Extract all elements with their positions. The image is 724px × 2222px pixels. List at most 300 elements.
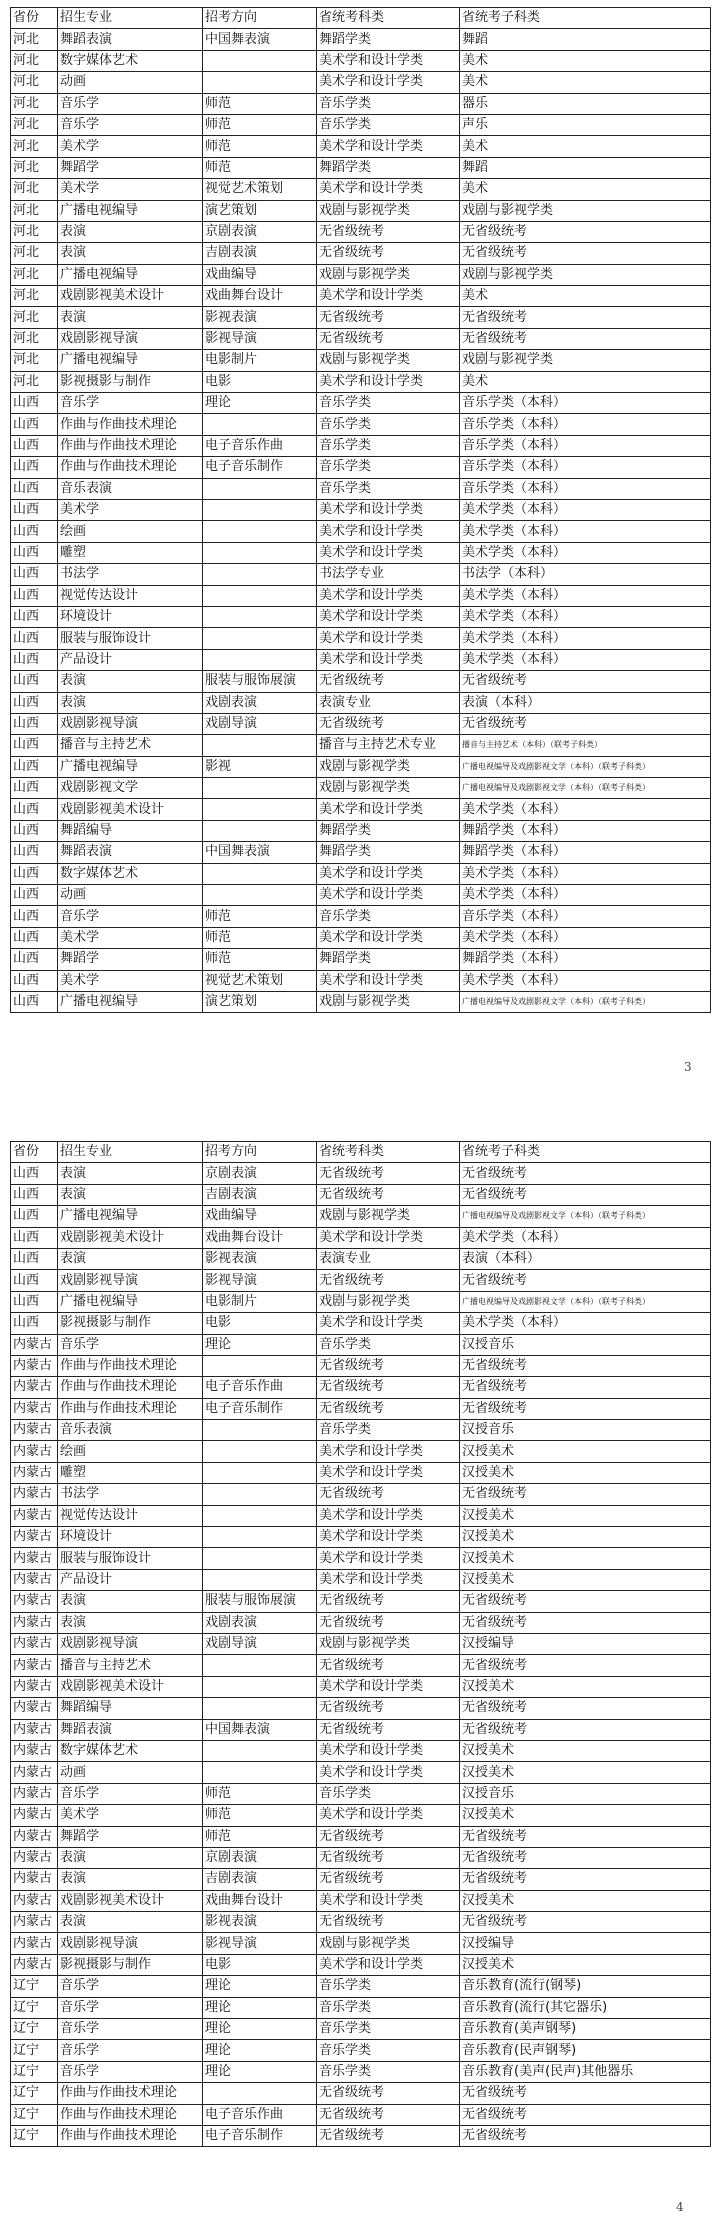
- province-cell: 内蒙古: [11, 1441, 58, 1462]
- exam-subcategory-cell: 汉授美术: [460, 1676, 711, 1697]
- table-row: [11, 2019, 711, 2040]
- exam-subcategory-cell: 美术: [460, 50, 711, 71]
- exam-category-cell: 无省级统考: [317, 1698, 460, 1719]
- direction-cell: 演艺策划: [203, 991, 317, 1012]
- table-row: [11, 927, 711, 948]
- direction-cell: 电子音乐制作: [203, 457, 317, 478]
- province-cell: 山西: [11, 713, 58, 734]
- table-row: [11, 72, 711, 93]
- province-cell: 内蒙古: [11, 1462, 58, 1483]
- table-row: [11, 863, 711, 884]
- exam-category-cell: 美术学和设计学类: [317, 649, 460, 670]
- direction-cell: 电子音乐制作: [203, 2125, 317, 2146]
- province-cell: 山西: [11, 628, 58, 649]
- major-cell: 舞蹈编导: [58, 1698, 203, 1719]
- province-cell: 山西: [11, 735, 58, 756]
- major-cell: 表演: [58, 1912, 203, 1933]
- major-cell: 产品设计: [58, 1569, 203, 1590]
- table-row: [11, 435, 711, 456]
- table-row: [11, 970, 711, 991]
- exam-category-cell: 无省级统考: [317, 307, 460, 328]
- major-cell: 戏剧影视导演: [58, 1270, 203, 1291]
- exam-category-cell: 美术学和设计学类: [317, 1569, 460, 1590]
- major-cell: 广播电视编导: [58, 1291, 203, 1312]
- column-header: 招考方向: [203, 8, 317, 29]
- direction-cell: 师范: [203, 1783, 317, 1804]
- major-cell: 广播电视编导: [58, 756, 203, 777]
- direction-cell: 京剧表演: [203, 221, 317, 242]
- province-cell: 山西: [11, 863, 58, 884]
- table-row: [11, 179, 711, 200]
- table-row: [11, 756, 711, 777]
- exam-category-cell: 舞蹈学类: [317, 949, 460, 970]
- exam-category-cell: 美术学和设计学类: [317, 799, 460, 820]
- exam-subcategory-cell: 器乐: [460, 93, 711, 114]
- direction-cell: [203, 1698, 317, 1719]
- province-cell: 内蒙古: [11, 1805, 58, 1826]
- exam-category-cell: 美术学和设计学类: [317, 1548, 460, 1569]
- exam-category-cell: 美术学和设计学类: [317, 72, 460, 93]
- province-cell: 山西: [11, 1206, 58, 1227]
- exam-subcategory-cell: 播音与主持艺术（本科）（联考子科类）: [460, 735, 711, 756]
- province-cell: 内蒙古: [11, 1719, 58, 1740]
- table-body: [11, 1163, 711, 2147]
- exam-subcategory-cell: 汉授美术: [460, 1805, 711, 1826]
- province-cell: 山西: [11, 1227, 58, 1248]
- major-cell: 表演: [58, 692, 203, 713]
- direction-cell: 电影制片: [203, 350, 317, 371]
- direction-cell: 影视表演: [203, 1912, 317, 1933]
- table-header: [11, 1142, 711, 1163]
- exam-category-cell: 音乐学类: [317, 414, 460, 435]
- exam-subcategory-cell: 舞蹈: [460, 29, 711, 50]
- exam-category-cell: 戏剧与影视学类: [317, 1633, 460, 1654]
- exam-subcategory-cell: 美术: [460, 179, 711, 200]
- major-cell: 影视摄影与制作: [58, 1313, 203, 1334]
- exam-subcategory-cell: 无省级统考: [460, 1612, 711, 1633]
- exam-category-cell: 无省级统考: [317, 1655, 460, 1676]
- major-cell: 舞蹈表演: [58, 29, 203, 50]
- province-cell: 内蒙古: [11, 1527, 58, 1548]
- column-header: 省统考科类: [317, 1142, 460, 1163]
- exam-subcategory-cell: 无省级统考: [460, 1184, 711, 1205]
- province-cell: 山西: [11, 1313, 58, 1334]
- page-number: 3: [684, 1060, 692, 1074]
- exam-subcategory-cell: 美术学类（本科）: [460, 606, 711, 627]
- table-row: [11, 50, 711, 71]
- exam-category-cell: 音乐学类: [317, 1420, 460, 1441]
- exam-subcategory-cell: 汉授美术: [460, 1505, 711, 1526]
- exam-subcategory-cell: 音乐学类（本科）: [460, 457, 711, 478]
- table-row: [11, 1505, 711, 1526]
- major-cell: 雕塑: [58, 1462, 203, 1483]
- table-row: [11, 1527, 711, 1548]
- exam-category-cell: 美术学和设计学类: [317, 50, 460, 71]
- direction-cell: [203, 521, 317, 542]
- exam-category-cell: 美术学和设计学类: [317, 1954, 460, 1975]
- province-cell: 河北: [11, 264, 58, 285]
- direction-cell: 师范: [203, 93, 317, 114]
- major-cell: 戏剧影视导演: [58, 1633, 203, 1654]
- exam-subcategory-cell: 汉授编导: [460, 1633, 711, 1654]
- header-row: [11, 8, 711, 29]
- direction-cell: [203, 1355, 317, 1376]
- exam-category-cell: 美术学和设计学类: [317, 371, 460, 392]
- exam-subcategory-cell: 舞蹈: [460, 157, 711, 178]
- direction-cell: 影视表演: [203, 1248, 317, 1269]
- major-cell: 作曲与作曲技术理论: [58, 435, 203, 456]
- major-cell: 视觉传达设计: [58, 1505, 203, 1526]
- direction-cell: 电影: [203, 371, 317, 392]
- exam-subcategory-cell: 无省级统考: [460, 1591, 711, 1612]
- table-row: [11, 1890, 711, 1911]
- exam-subcategory-cell: 无省级统考: [460, 1719, 711, 1740]
- exam-subcategory-cell: 广播电视编导及戏剧影视文学（本科）（联考子科类）: [460, 778, 711, 799]
- exam-subcategory-cell: 音乐教育(流行(钢琴): [460, 1976, 711, 1997]
- table-row: [11, 1976, 711, 1997]
- direction-cell: 理论: [203, 2061, 317, 2082]
- major-cell: 舞蹈学: [58, 949, 203, 970]
- exam-subcategory-cell: 无省级统考: [460, 1398, 711, 1419]
- exam-category-cell: 美术学和设计学类: [317, 927, 460, 948]
- province-cell: 内蒙古: [11, 1484, 58, 1505]
- major-cell: 广播电视编导: [58, 350, 203, 371]
- exam-subcategory-cell: 美术学类（本科）: [460, 970, 711, 991]
- direction-cell: 影视导演: [203, 1933, 317, 1954]
- exam-category-cell: 播音与主持艺术专业: [317, 735, 460, 756]
- major-cell: 表演: [58, 1869, 203, 1890]
- table-row: [11, 564, 711, 585]
- major-cell: 绘画: [58, 521, 203, 542]
- exam-subcategory-cell: 汉授音乐: [460, 1334, 711, 1355]
- province-cell: 山西: [11, 820, 58, 841]
- table-row: [11, 1334, 711, 1355]
- header-row: [11, 1142, 711, 1163]
- table-row: [11, 991, 711, 1012]
- direction-cell: 师范: [203, 114, 317, 135]
- column-header: 省份: [11, 8, 58, 29]
- table-row: [11, 1762, 711, 1783]
- major-cell: 戏剧影视导演: [58, 328, 203, 349]
- direction-cell: 戏剧导演: [203, 1633, 317, 1654]
- exam-subcategory-cell: 美术学类（本科）: [460, 521, 711, 542]
- province-cell: 内蒙古: [11, 1869, 58, 1890]
- exam-category-cell: 音乐学类: [317, 1783, 460, 1804]
- direction-cell: 师范: [203, 949, 317, 970]
- exam-category-cell: 无省级统考: [317, 1912, 460, 1933]
- table-row: [11, 136, 711, 157]
- direction-cell: 师范: [203, 1826, 317, 1847]
- exam-subcategory-cell: 汉授美术: [460, 1569, 711, 1590]
- direction-cell: 影视导演: [203, 328, 317, 349]
- exam-subcategory-cell: 无省级统考: [460, 2104, 711, 2125]
- major-cell: 戏剧影视美术设计: [58, 1676, 203, 1697]
- province-cell: 河北: [11, 136, 58, 157]
- province-cell: 山西: [11, 970, 58, 991]
- column-header: 招考方向: [203, 1142, 317, 1163]
- exam-subcategory-cell: 音乐学类（本科）: [460, 393, 711, 414]
- table-row: [11, 1248, 711, 1269]
- exam-category-cell: 音乐学类: [317, 1976, 460, 1997]
- table-row: [11, 2040, 711, 2061]
- major-cell: 影视摄影与制作: [58, 1954, 203, 1975]
- exam-subcategory-cell: 无省级统考: [460, 1869, 711, 1890]
- major-cell: 音乐学: [58, 114, 203, 135]
- major-cell: 美术学: [58, 136, 203, 157]
- direction-cell: [203, 799, 317, 820]
- column-header: 招生专业: [58, 8, 203, 29]
- table-row: [11, 114, 711, 135]
- table-row: [11, 371, 711, 392]
- major-cell: 影视摄影与制作: [58, 371, 203, 392]
- exam-subcategory-cell: 音乐教育(流行(其它器乐): [460, 1997, 711, 2018]
- exam-subcategory-cell: 无省级统考: [460, 1912, 711, 1933]
- table-row: [11, 585, 711, 606]
- major-cell: 雕塑: [58, 542, 203, 563]
- exam-subcategory-cell: 声乐: [460, 114, 711, 135]
- exam-category-cell: 无省级统考: [317, 1270, 460, 1291]
- exam-category-cell: 戏剧与影视学类: [317, 1206, 460, 1227]
- exam-subcategory-cell: 音乐学类（本科）: [460, 435, 711, 456]
- province-cell: 内蒙古: [11, 1548, 58, 1569]
- exam-subcategory-cell: 汉授编导: [460, 1933, 711, 1954]
- table-row: [11, 713, 711, 734]
- table-row: [11, 2104, 711, 2125]
- exam-subcategory-cell: 美术学类（本科）: [460, 799, 711, 820]
- table-row: [11, 1206, 711, 1227]
- exam-subcategory-cell: 美术学类（本科）: [460, 499, 711, 520]
- exam-category-cell: 戏剧与影视学类: [317, 778, 460, 799]
- major-cell: 广播电视编导: [58, 1206, 203, 1227]
- province-cell: 河北: [11, 179, 58, 200]
- major-cell: 书法学: [58, 564, 203, 585]
- table-row: [11, 350, 711, 371]
- major-cell: 环境设计: [58, 606, 203, 627]
- major-cell: 作曲与作曲技术理论: [58, 2104, 203, 2125]
- table-row: [11, 885, 711, 906]
- column-header: 省统考子科类: [460, 1142, 711, 1163]
- exam-category-cell: 美术学和设计学类: [317, 1462, 460, 1483]
- table-row: [11, 243, 711, 264]
- province-cell: 内蒙古: [11, 1740, 58, 1761]
- exam-subcategory-cell: 戏剧与影视学类: [460, 200, 711, 221]
- page-number: 4: [676, 2200, 684, 2214]
- table-row: [11, 93, 711, 114]
- major-cell: 美术学: [58, 927, 203, 948]
- province-cell: 山西: [11, 906, 58, 927]
- major-cell: 戏剧影视美术设计: [58, 1890, 203, 1911]
- exam-category-cell: 美术学和设计学类: [317, 286, 460, 307]
- province-cell: 山西: [11, 457, 58, 478]
- exam-category-cell: 无省级统考: [317, 2083, 460, 2104]
- exam-subcategory-cell: 汉授美术: [460, 1954, 711, 1975]
- table-row: [11, 521, 711, 542]
- province-cell: 内蒙古: [11, 1890, 58, 1911]
- province-cell: 山西: [11, 1163, 58, 1184]
- province-cell: 河北: [11, 114, 58, 135]
- exam-subcategory-cell: 美术学类（本科）: [460, 542, 711, 563]
- major-cell: 表演: [58, 221, 203, 242]
- exam-category-cell: 美术学和设计学类: [317, 179, 460, 200]
- exam-subcategory-cell: 美术: [460, 136, 711, 157]
- exam-category-cell: 美术学和设计学类: [317, 1890, 460, 1911]
- exam-subcategory-cell: 音乐学类（本科）: [460, 478, 711, 499]
- province-cell: 河北: [11, 29, 58, 50]
- direction-cell: 理论: [203, 1334, 317, 1355]
- direction-cell: 中国舞表演: [203, 1719, 317, 1740]
- table-row: [11, 606, 711, 627]
- exam-category-cell: 无省级统考: [317, 221, 460, 242]
- direction-cell: 京剧表演: [203, 1163, 317, 1184]
- province-cell: 山西: [11, 927, 58, 948]
- exam-category-cell: 美术学和设计学类: [317, 1505, 460, 1526]
- direction-cell: 师范: [203, 157, 317, 178]
- exam-subcategory-cell: 汉授美术: [460, 1762, 711, 1783]
- exam-category-cell: 音乐学类: [317, 2061, 460, 2082]
- table-row: [11, 1869, 711, 1890]
- province-cell: 辽宁: [11, 2125, 58, 2146]
- direction-cell: [203, 649, 317, 670]
- exam-subcategory-cell: 汉授美术: [460, 1527, 711, 1548]
- major-cell: 数字媒体艺术: [58, 1740, 203, 1761]
- province-cell: 内蒙古: [11, 1633, 58, 1654]
- province-cell: 山西: [11, 435, 58, 456]
- province-cell: 内蒙古: [11, 1398, 58, 1419]
- exam-subcategory-cell: 无省级统考: [460, 1355, 711, 1376]
- major-cell: 音乐学: [58, 1976, 203, 1997]
- exam-subcategory-cell: 音乐学类（本科）: [460, 414, 711, 435]
- major-cell: 作曲与作曲技术理论: [58, 457, 203, 478]
- exam-category-cell: 表演专业: [317, 1248, 460, 1269]
- exam-category-cell: 戏剧与影视学类: [317, 350, 460, 371]
- direction-cell: [203, 50, 317, 71]
- exam-subcategory-cell: 戏剧与影视学类: [460, 350, 711, 371]
- exam-category-cell: 美术学和设计学类: [317, 1805, 460, 1826]
- table-header: [11, 8, 711, 29]
- major-cell: 广播电视编导: [58, 200, 203, 221]
- province-cell: 内蒙古: [11, 1676, 58, 1697]
- province-cell: 山西: [11, 585, 58, 606]
- direction-cell: 师范: [203, 1805, 317, 1826]
- major-cell: 视觉传达设计: [58, 585, 203, 606]
- province-cell: 河北: [11, 286, 58, 307]
- exam-category-cell: 美术学和设计学类: [317, 521, 460, 542]
- exam-subcategory-cell: 汉授美术: [460, 1441, 711, 1462]
- province-cell: 内蒙古: [11, 1826, 58, 1847]
- major-cell: 服装与服饰设计: [58, 628, 203, 649]
- exam-category-cell: 音乐学类: [317, 114, 460, 135]
- exam-category-cell: 书法学专业: [317, 564, 460, 585]
- direction-cell: [203, 606, 317, 627]
- exam-subcategory-cell: 美术学类（本科）: [460, 863, 711, 884]
- table-row: [11, 649, 711, 670]
- exam-category-cell: 戏剧与影视学类: [317, 200, 460, 221]
- exam-category-cell: 无省级统考: [317, 713, 460, 734]
- direction-cell: [203, 628, 317, 649]
- major-cell: 戏剧影视美术设计: [58, 286, 203, 307]
- exam-subcategory-cell: 美术学类（本科）: [460, 649, 711, 670]
- major-cell: 舞蹈学: [58, 1826, 203, 1847]
- exam-subcategory-cell: 无省级统考: [460, 1655, 711, 1676]
- direction-cell: 视觉艺术策划: [203, 179, 317, 200]
- major-cell: 播音与主持艺术: [58, 1655, 203, 1676]
- direction-cell: [203, 1527, 317, 1548]
- exam-category-cell: 无省级统考: [317, 1163, 460, 1184]
- table-row: [11, 1655, 711, 1676]
- exam-subcategory-cell: 无省级统考: [460, 1847, 711, 1868]
- exam-category-cell: 无省级统考: [317, 328, 460, 349]
- province-cell: 山西: [11, 692, 58, 713]
- exam-subcategory-cell: 表演（本科）: [460, 692, 711, 713]
- table-row: [11, 499, 711, 520]
- table-row: [11, 799, 711, 820]
- direction-cell: [203, 1762, 317, 1783]
- direction-cell: 演艺策划: [203, 200, 317, 221]
- exam-subcategory-cell: 无省级统考: [460, 221, 711, 242]
- province-cell: 山西: [11, 671, 58, 692]
- province-cell: 内蒙古: [11, 1569, 58, 1590]
- exam-category-cell: 美术学和设计学类: [317, 585, 460, 606]
- major-cell: 舞蹈学: [58, 157, 203, 178]
- exam-subcategory-cell: 音乐教育(美声钢琴): [460, 2019, 711, 2040]
- exam-category-cell: 美术学和设计学类: [317, 499, 460, 520]
- major-cell: 作曲与作曲技术理论: [58, 414, 203, 435]
- province-cell: 河北: [11, 371, 58, 392]
- direction-cell: 视觉艺术策划: [203, 970, 317, 991]
- table-row: [11, 1462, 711, 1483]
- province-cell: 内蒙古: [11, 1420, 58, 1441]
- exam-category-cell: 音乐学类: [317, 457, 460, 478]
- exam-category-cell: 无省级统考: [317, 1377, 460, 1398]
- direction-cell: [203, 542, 317, 563]
- province-cell: 山西: [11, 478, 58, 499]
- exam-subcategory-cell: 无省级统考: [460, 1163, 711, 1184]
- exam-subcategory-cell: 戏剧与影视学类: [460, 264, 711, 285]
- major-cell: 美术学: [58, 1805, 203, 1826]
- direction-cell: [203, 1655, 317, 1676]
- major-cell: 表演: [58, 1591, 203, 1612]
- exam-category-cell: 无省级统考: [317, 1719, 460, 1740]
- major-cell: 作曲与作曲技术理论: [58, 1398, 203, 1419]
- table-row: [11, 1270, 711, 1291]
- direction-cell: 师范: [203, 136, 317, 157]
- admission-table-page-4: [10, 1141, 711, 2147]
- direction-cell: [203, 1484, 317, 1505]
- province-cell: 内蒙古: [11, 1698, 58, 1719]
- exam-subcategory-cell: 无省级统考: [460, 243, 711, 264]
- direction-cell: [203, 564, 317, 585]
- direction-cell: [203, 1462, 317, 1483]
- direction-cell: 电子音乐制作: [203, 1398, 317, 1419]
- exam-category-cell: 美术学和设计学类: [317, 136, 460, 157]
- exam-category-cell: 音乐学类: [317, 906, 460, 927]
- major-cell: 数字媒体艺术: [58, 863, 203, 884]
- table-row: [11, 1420, 711, 1441]
- exam-category-cell: 无省级统考: [317, 1591, 460, 1612]
- direction-cell: 戏剧表演: [203, 1612, 317, 1633]
- direction-cell: 电影: [203, 1313, 317, 1334]
- exam-category-cell: 无省级统考: [317, 1826, 460, 1847]
- province-cell: 辽宁: [11, 2040, 58, 2061]
- major-cell: 数字媒体艺术: [58, 50, 203, 71]
- direction-cell: [203, 414, 317, 435]
- direction-cell: 戏曲编导: [203, 1206, 317, 1227]
- direction-cell: 服装与服饰展演: [203, 671, 317, 692]
- table-row: [11, 200, 711, 221]
- column-header: 省份: [11, 1142, 58, 1163]
- exam-subcategory-cell: 汉授美术: [460, 1740, 711, 1761]
- major-cell: 环境设计: [58, 1527, 203, 1548]
